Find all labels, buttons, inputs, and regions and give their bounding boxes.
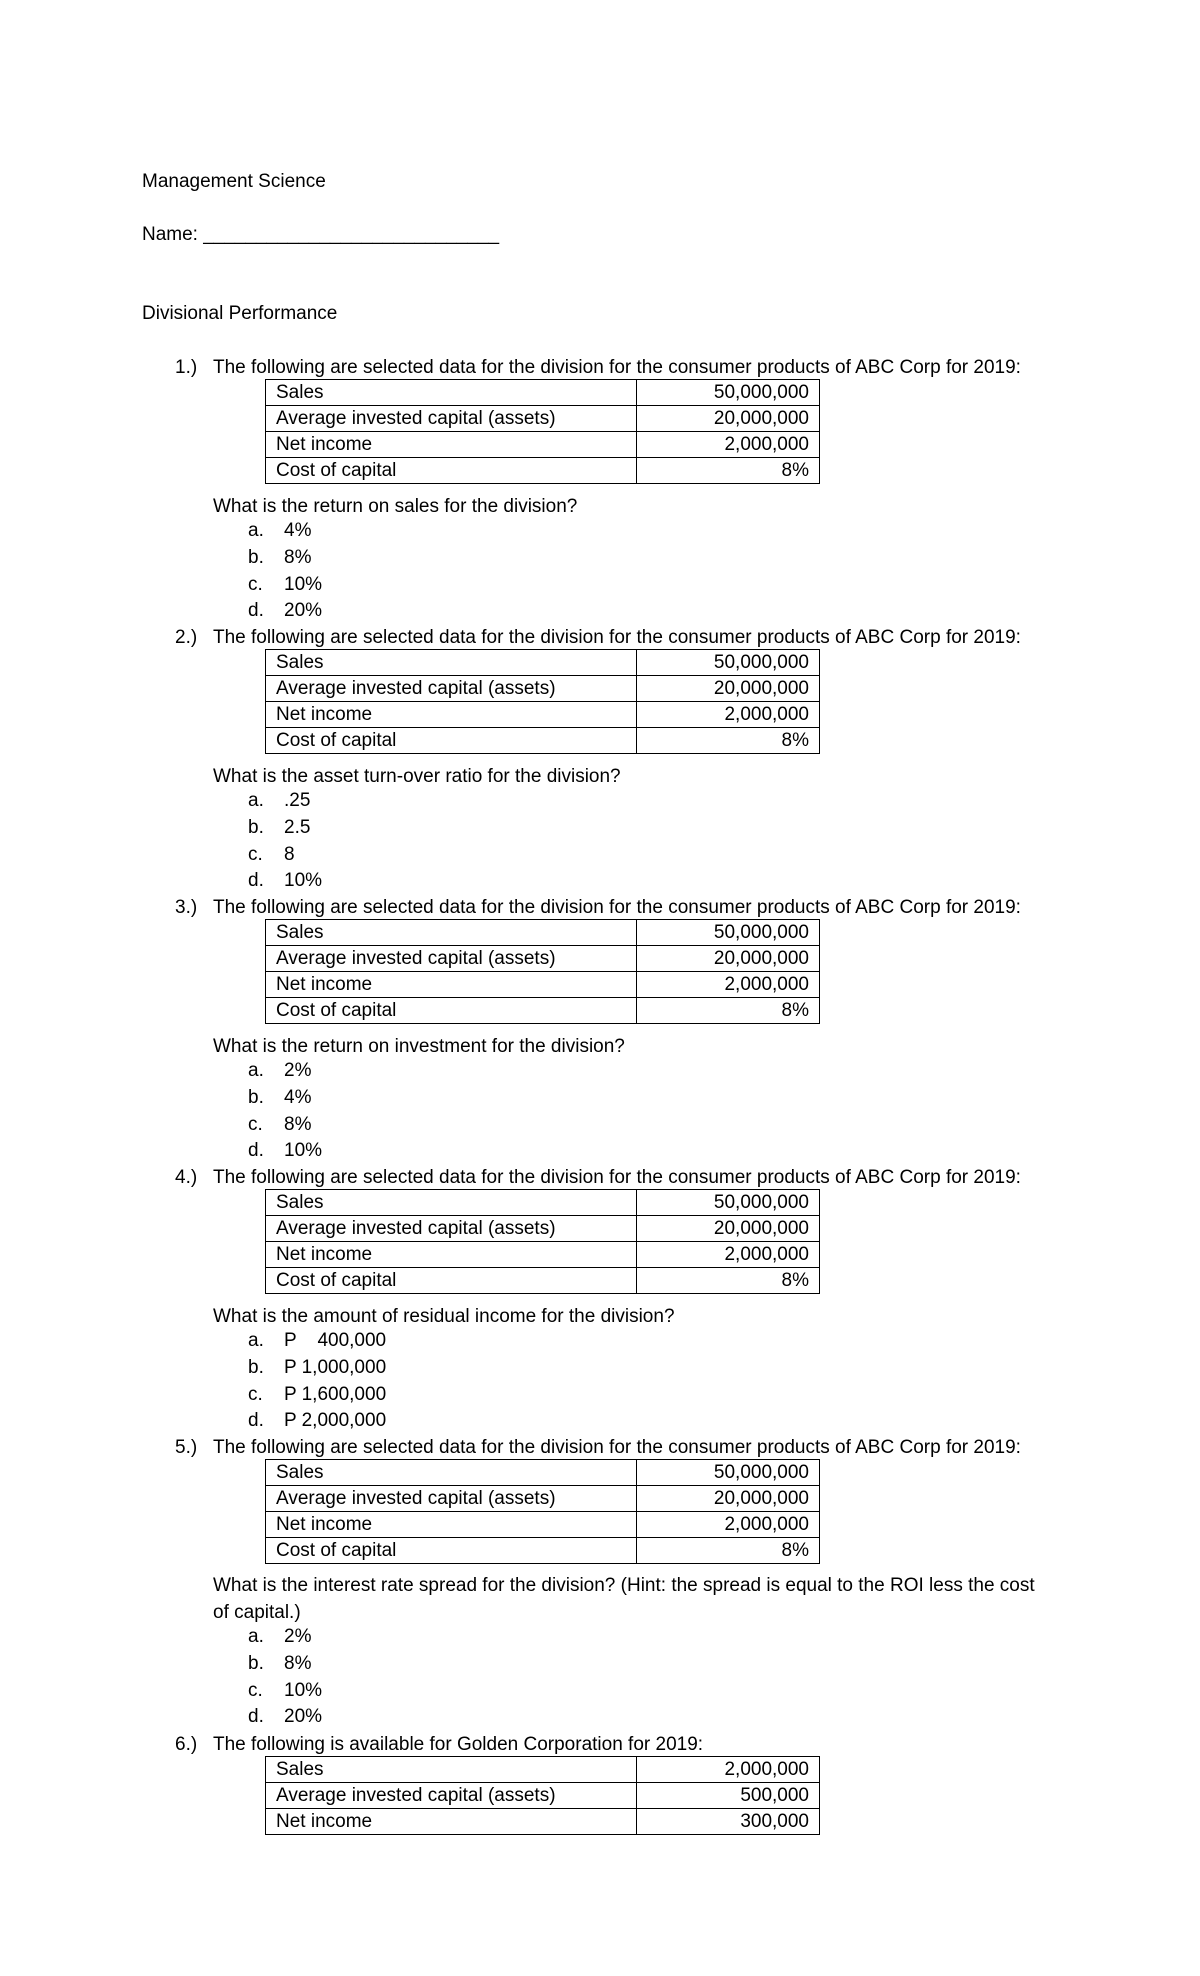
table-row <box>266 1809 820 1835</box>
data-table <box>265 1756 820 1835</box>
row-value: 20,000,000 <box>637 946 820 972</box>
question-number: 2.) <box>175 627 198 648</box>
row-label: Net income <box>266 1512 637 1538</box>
row-label: Average invested capital (assets) <box>266 1783 637 1809</box>
table-row <box>266 1512 820 1538</box>
question-number: 1.) <box>175 357 198 378</box>
answer-option: a. 2% <box>248 1060 312 1081</box>
question-text: What is the amount of residual income for the division? <box>213 1306 675 1327</box>
question-intro: The following are selected data for the division for the consumer products of ABC Corp for 2019: <box>213 627 1021 648</box>
row-label: Average invested capital (assets) <box>266 406 637 432</box>
row-value: 2,000,000 <box>637 1512 820 1538</box>
answer-options <box>248 1624 322 1731</box>
row-value: 20,000,000 <box>637 1486 820 1512</box>
row-value: 2,000,000 <box>637 432 820 458</box>
row-value: 50,000,000 <box>637 380 820 406</box>
answer-options <box>248 518 322 625</box>
row-value: 8% <box>637 998 820 1024</box>
row-value: 50,000,000 <box>637 650 820 676</box>
answer-options <box>248 788 322 895</box>
question-intro: The following are selected data for the division for the consumer products of ABC Corp for 2019: <box>213 897 1021 918</box>
row-label: Cost of capital <box>266 1538 637 1564</box>
row-label: Cost of capital <box>266 458 637 484</box>
answer-option: b. 8% <box>248 546 312 568</box>
question-number: 6.) <box>175 1734 198 1755</box>
row-label: Net income <box>266 1809 637 1835</box>
row-label: Net income <box>266 972 637 998</box>
question-intro: The following is available for Golden Corporation for 2019: <box>213 1734 704 1755</box>
row-label: Average invested capital (assets) <box>266 1486 637 1512</box>
answer-option: a. .25 <box>248 790 311 811</box>
answer-option: c. 8 <box>248 843 295 865</box>
row-value: 20,000,000 <box>637 406 820 432</box>
row-label: Sales <box>266 1190 637 1216</box>
row-label: Sales <box>266 650 637 676</box>
data-table <box>265 1459 820 1564</box>
row-label: Net income <box>266 432 637 458</box>
table-row <box>266 458 820 484</box>
row-value: 20,000,000 <box>637 676 820 702</box>
course-title: Management Science <box>142 171 326 192</box>
question-number: 5.) <box>175 1437 198 1458</box>
row-value: 8% <box>637 1538 820 1564</box>
question-text: What is the return on investment for the division? <box>213 1036 625 1057</box>
table-row <box>266 1757 820 1783</box>
answer-option: d. P 2,000,000 <box>248 1410 387 1432</box>
data-table <box>265 649 820 754</box>
table-row <box>266 1242 820 1268</box>
row-label: Net income <box>266 1242 637 1268</box>
name-field-line: Name: ____________________________ <box>142 224 500 245</box>
question-intro: The following are selected data for the division for the consumer products of ABC Corp for 2019: <box>213 1437 1021 1458</box>
question-text: What is the asset turn-over ratio for the division? <box>213 766 621 787</box>
answer-option: d. 20% <box>248 600 323 622</box>
answer-options <box>248 1058 322 1165</box>
answer-option: c. P 1,600,000 <box>248 1383 387 1405</box>
row-label: Cost of capital <box>266 728 637 754</box>
table-row <box>266 972 820 998</box>
table-row <box>266 380 820 406</box>
row-value: 2,000,000 <box>637 1757 820 1783</box>
table-row <box>266 946 820 972</box>
row-value: 20,000,000 <box>637 1216 820 1242</box>
question-number: 3.) <box>175 897 198 918</box>
row-value: 50,000,000 <box>637 920 820 946</box>
row-label: Average invested capital (assets) <box>266 676 637 702</box>
row-value: 2,000,000 <box>637 1242 820 1268</box>
table-row <box>266 1216 820 1242</box>
table-row <box>266 432 820 458</box>
table-row <box>266 702 820 728</box>
table-row <box>266 998 820 1024</box>
data-table <box>265 919 820 1024</box>
answer-option: d. 10% <box>248 870 323 892</box>
row-value: 50,000,000 <box>637 1460 820 1486</box>
answer-option: a. P 400,000 <box>248 1330 387 1351</box>
table-row <box>266 1783 820 1809</box>
row-label: Sales <box>266 1757 637 1783</box>
question-text: What is the return on sales for the division? <box>213 496 578 517</box>
answer-option: d. 20% <box>248 1706 323 1728</box>
table-row <box>266 1538 820 1564</box>
row-value: 8% <box>637 458 820 484</box>
row-label: Sales <box>266 920 637 946</box>
row-value: 8% <box>637 728 820 754</box>
table-row <box>266 1460 820 1486</box>
answer-option: a. 4% <box>248 520 312 541</box>
data-table <box>265 379 820 484</box>
row-value: 8% <box>637 1268 820 1294</box>
table-row <box>266 650 820 676</box>
answer-option: b. 2.5 <box>248 816 311 838</box>
row-label: Sales <box>266 1460 637 1486</box>
row-value: 2,000,000 <box>637 702 820 728</box>
table-row <box>266 1190 820 1216</box>
table-row <box>266 1268 820 1294</box>
row-label: Cost of capital <box>266 1268 637 1294</box>
answer-option: b. 8% <box>248 1652 312 1674</box>
row-label: Average invested capital (assets) <box>266 1216 637 1242</box>
table-row <box>266 920 820 946</box>
question-intro: The following are selected data for the division for the consumer products of ABC Corp for 2019: <box>213 357 1021 378</box>
answer-option: a. 2% <box>248 1626 312 1647</box>
row-label: Net income <box>266 702 637 728</box>
row-label: Sales <box>266 380 637 406</box>
question-intro: The following are selected data for the division for the consumer products of ABC Corp for 2019: <box>213 1167 1021 1188</box>
section-title: Divisional Performance <box>142 303 338 324</box>
answer-option: c. 8% <box>248 1113 312 1135</box>
question-number: 4.) <box>175 1167 198 1188</box>
row-value: 300,000 <box>637 1809 820 1835</box>
answer-option: c. 10% <box>248 1679 323 1701</box>
data-table <box>265 1189 820 1294</box>
table-row <box>266 728 820 754</box>
answer-option: b. P 1,000,000 <box>248 1356 387 1378</box>
table-row <box>266 676 820 702</box>
answer-option: c. 10% <box>248 573 323 595</box>
answer-option: b. 4% <box>248 1086 312 1108</box>
answer-options <box>248 1328 386 1435</box>
row-value: 2,000,000 <box>637 972 820 998</box>
row-value: 50,000,000 <box>637 1190 820 1216</box>
row-label: Cost of capital <box>266 998 637 1024</box>
table-row <box>266 1486 820 1512</box>
table-row <box>266 406 820 432</box>
row-label: Average invested capital (assets) <box>266 946 637 972</box>
row-value: 500,000 <box>637 1783 820 1809</box>
question-text: What is the interest rate spread for the division? (Hint: the spread is equal to the ROI less the cost of capital.) <box>213 1575 1035 1623</box>
answer-option: d. 10% <box>248 1140 323 1162</box>
